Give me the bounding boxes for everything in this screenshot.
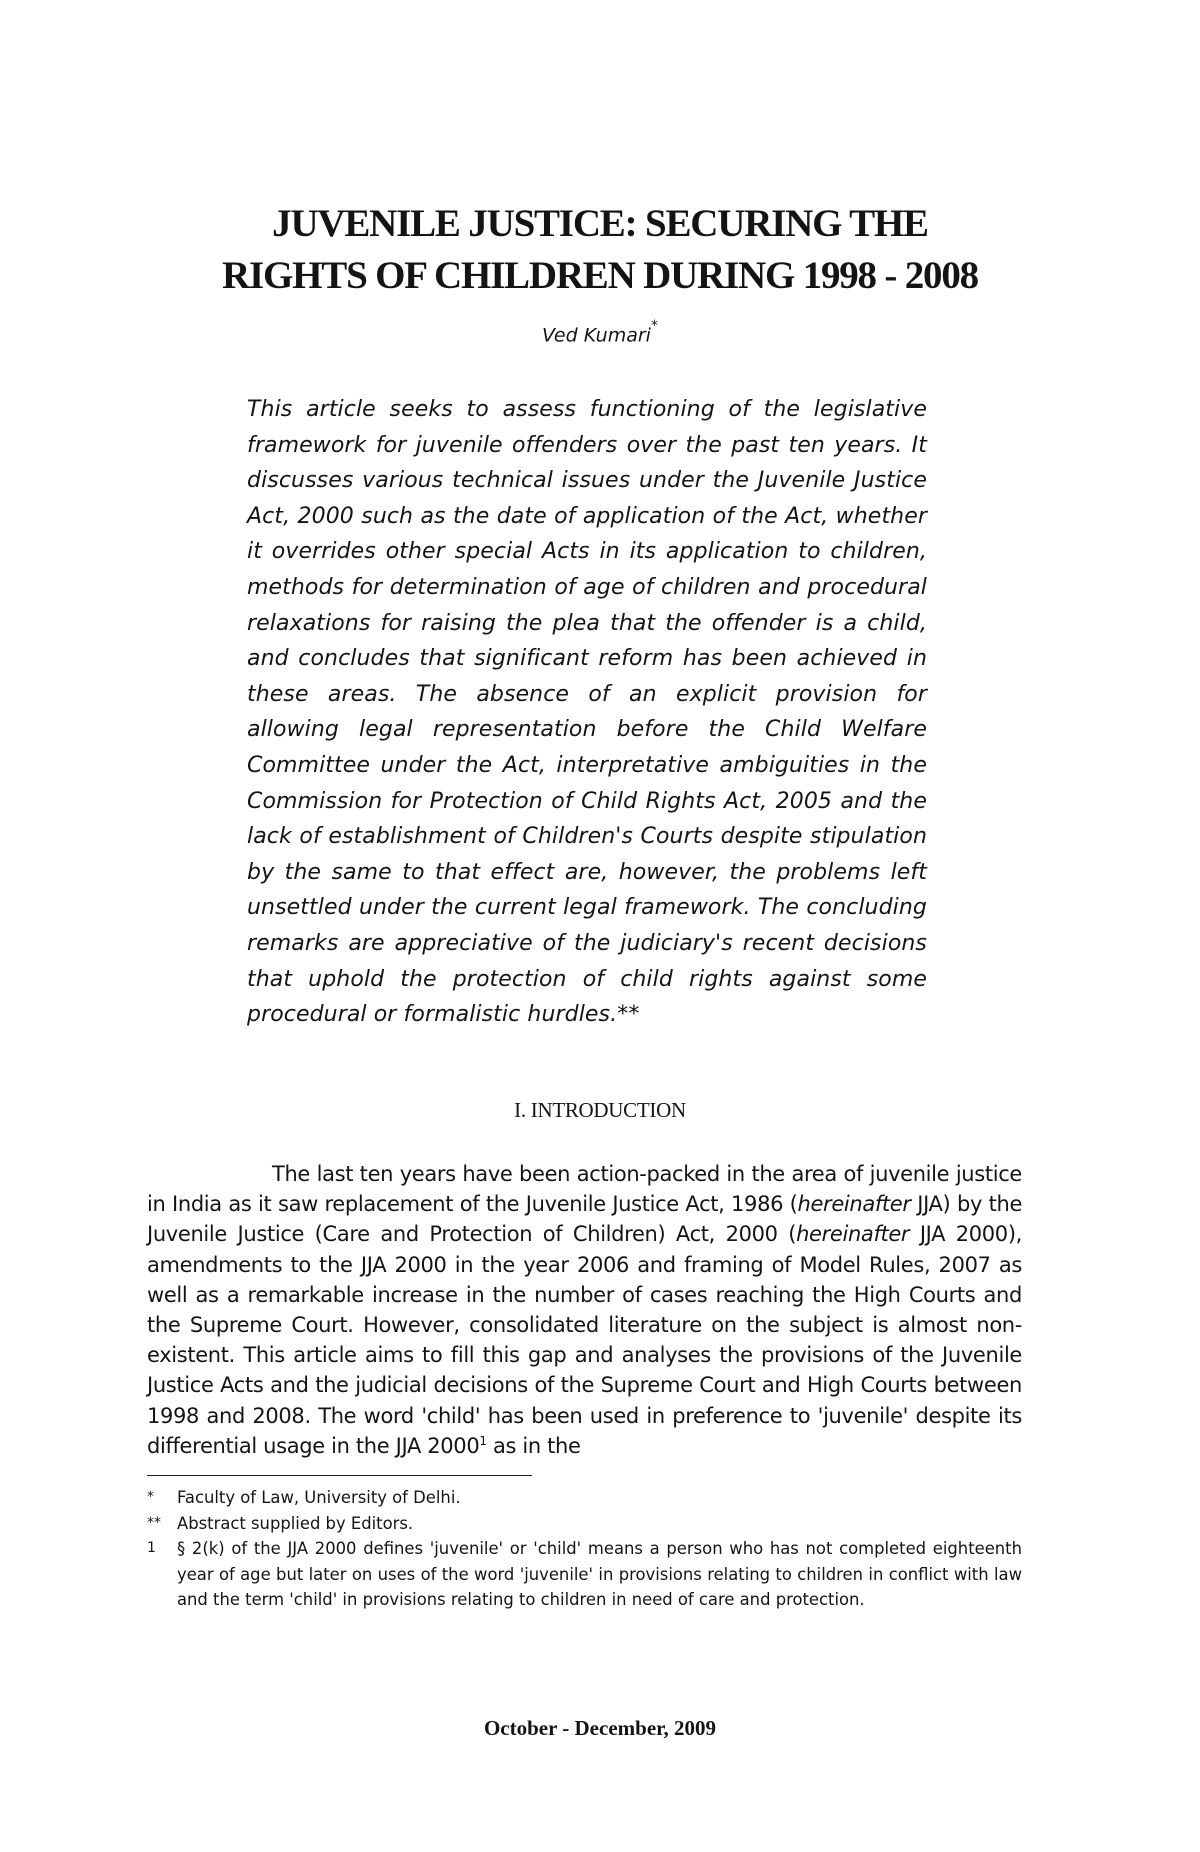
section-heading-introduction: I. INTRODUCTION — [514, 1098, 686, 1122]
author-byline — [0, 318, 1200, 347]
author-name: Ved Kumari — [542, 324, 651, 347]
footnote-text: § 2(k) of the JJA 2000 defines 'juvenile' or 'child' means a person who has not completed eighteenth year of age but later on uses of the word 'juvenile' in provisions relating to children in conflict with law and the term 'child' in provisions relating to children in need of care and protection. — [177, 1539, 1022, 1610]
paragraph-text-1: The last ten years have been action-packed in the area of juvenile justice in India as it saw replacement of the Juvenile Justice Act, 1986 ( — [147, 1162, 1022, 1217]
paragraph-text-2: JJA) by the Juvenile Justice (Care and Protection of Children) Act, 2000 ( — [147, 1192, 1023, 1247]
footnote-mark: 1 — [147, 1540, 156, 1557]
article-title-line-2: RIGHTS OF CHILDREN DURING 1998 - 2008 — [222, 254, 978, 297]
footnote-text: Faculty of Law, University of Delhi. — [177, 1488, 461, 1507]
footnote-text: Abstract supplied by Editors. — [177, 1513, 414, 1533]
footnote-divider — [147, 1475, 532, 1476]
abstract: This article seeks to assess functioning of the legislative framework for juvenile offenders over the past ten years. It discusses various technical issues under the Juvenile Justice Act, 2000 such as the date of application of the Act, whether it overrides other special Acts in its application to children, methods for determination of age of children and procedural relaxations for raising the plea that the offender is a child, and concludes that significant reform has been achieved in these areas. The absence of an explicit provision for allowing legal representation before the Child Welfare Committee under the Act, interpretative ambiguities in the Commission for Protection of Child Rights Act, 2005 and the lack of establishment of Children's Courts despite stipulation by the same to that effect are, however, the problems left unsettled under the current legal framework. The concluding remarks are appreciative of the judiciary's recent decisions that uphold the protection of child rights against some procedural or formalistic hurdles.** — [247, 397, 927, 1028]
author-footnote-mark: * — [650, 318, 658, 334]
paragraph-text-3: JJA 2000), amendments to the JJA 2000 in the year 2006 and framing of Model Rules, 2007 as well as a remarkable increase in the number of cases reaching the High Courts and the Supreme Court. However, consolidated literature on the subject is almost non-existent. This article aims to fill this gap and analyses the provisions of the Juvenile Justice Acts and the judicial decisions of the Supreme Court and High Courts between 1998 and 2008. The word 'child' has been used in preference to 'juvenile' despite its differential usage in the JJA 2000 — [147, 1222, 1022, 1458]
article-title-line-1: JUVENILE JUSTICE: SECURING THE — [272, 202, 928, 245]
article-title — [120, 198, 1080, 302]
paragraph-text-4: as in the — [486, 1433, 581, 1458]
footnote-1 — [147, 1536, 1022, 1613]
footnote-mark: * — [147, 1489, 154, 1505]
footnote-mark: ** — [147, 1514, 161, 1531]
issue-footer: October - December, 2009 — [483, 1716, 717, 1740]
footnote-reference-1: 1 — [479, 1433, 487, 1448]
paragraph-emphasis-1: hereinafter — [797, 1192, 911, 1217]
footnotes — [147, 1485, 1022, 1613]
introduction-paragraph — [147, 1159, 1022, 1461]
footnote-abstract — [147, 1511, 1022, 1537]
footnote-author — [147, 1485, 1022, 1511]
paragraph-emphasis-2: hereinafter — [796, 1222, 910, 1247]
